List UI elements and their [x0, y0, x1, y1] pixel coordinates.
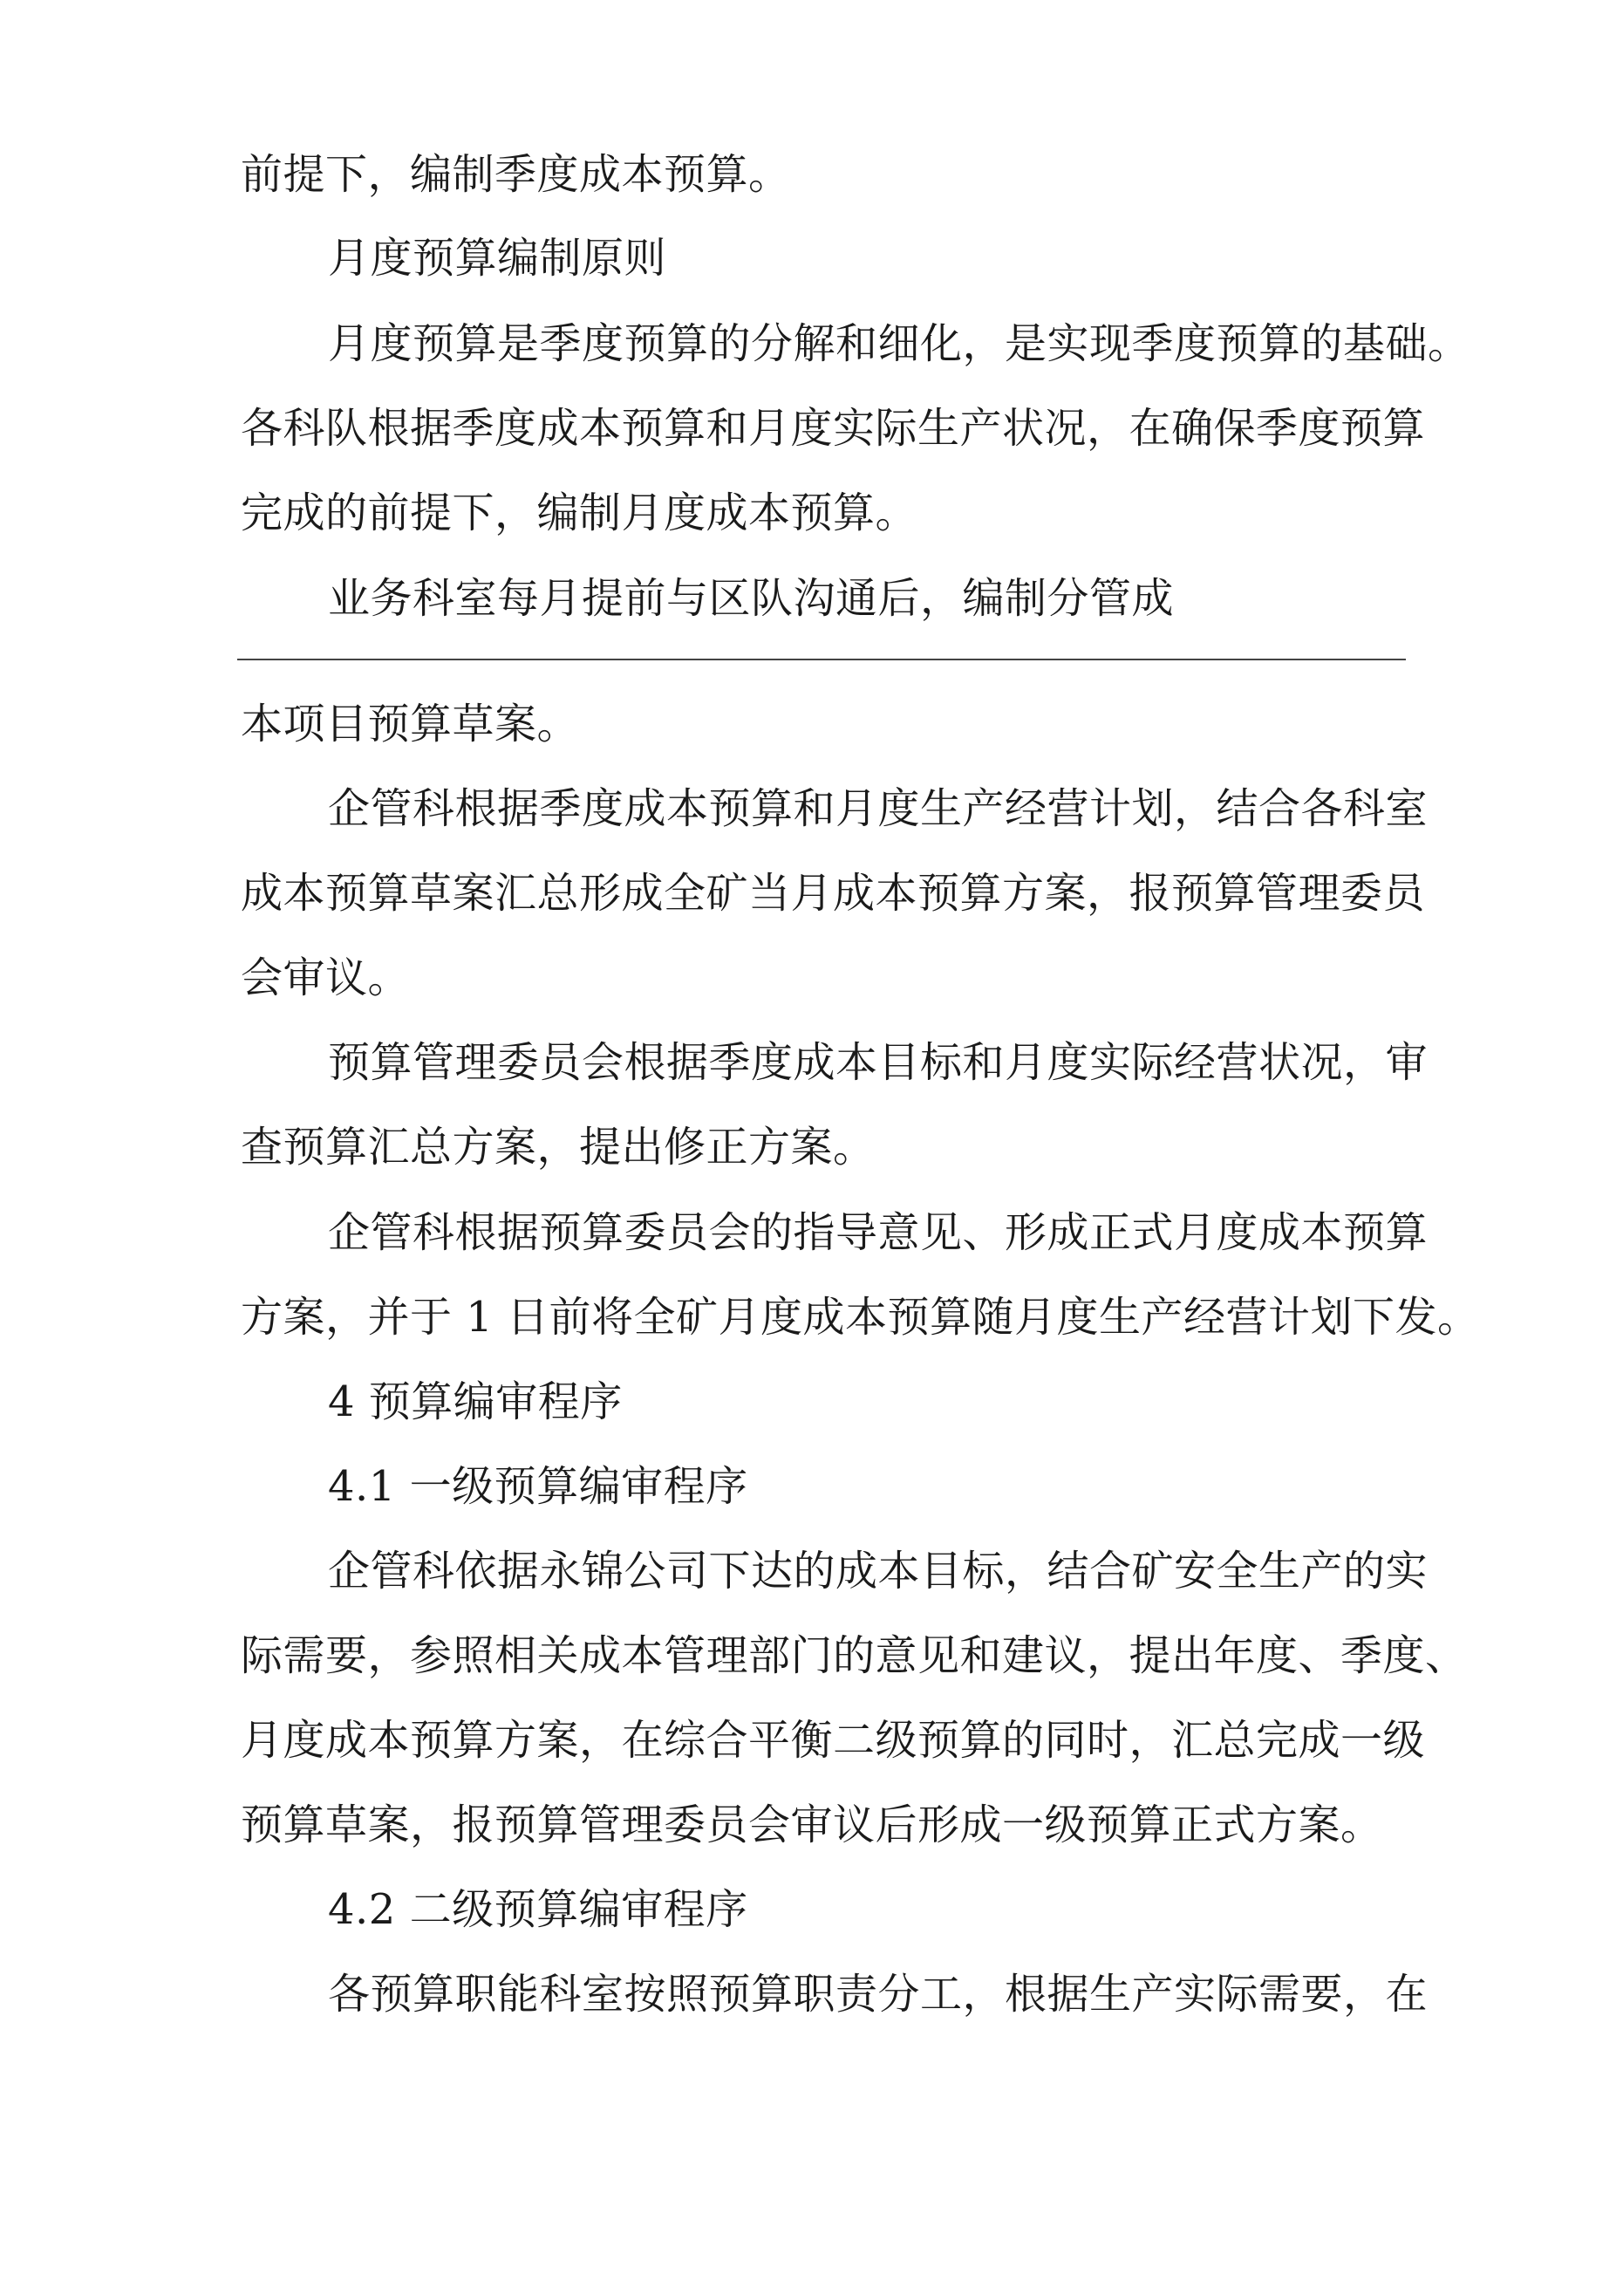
horizontal-divider — [237, 659, 1406, 660]
paragraph-line: 预算管理委员会根据季度成本目标和月度实际经营状况，审 — [328, 1038, 1429, 1087]
paragraph-line: 月度预算是季度预算的分解和细化，是实现季度预算的基础。 — [328, 319, 1470, 368]
paragraph-line: 企管科根据预算委员会的指导意见、形成正式月度成本预算 — [328, 1208, 1429, 1257]
section-heading: 4 预算编审程序 — [328, 1377, 623, 1426]
paragraph-line: 会审议。 — [241, 953, 411, 1002]
paragraph-line: 本项目预算草案。 — [241, 700, 580, 748]
paragraph-line: 完成的前提下，编制月度成本预算。 — [241, 489, 918, 537]
paragraph-line: 企管科根据季度成本预算和月度生产经营计划，结合各科室 — [328, 784, 1429, 833]
paragraph-line: 成本预算草案汇总形成全矿当月成本预算方案，报预算管理委员 — [241, 869, 1426, 918]
section-heading: 4.2 二级预算编审程序 — [328, 1885, 748, 1934]
paragraph-line: 际需要，参照相关成本管理部门的意见和建议，提出年度、季度、 — [241, 1631, 1468, 1680]
paragraph-line: 预算草案，报预算管理委员会审议后形成一级预算正式方案。 — [241, 1801, 1383, 1849]
paragraph-line: 企管科依据永锦公司下达的成本目标，结合矿安全生产的实 — [328, 1547, 1429, 1596]
paragraph-line: 月度成本预算方案，在综合平衡二级预算的同时，汇总完成一级 — [241, 1716, 1426, 1765]
paragraph-line: 方案，并于 1 日前将全矿月度成本预算随月度生产经营计划下发。 — [241, 1293, 1480, 1342]
section-heading: 月度预算编制原则 — [328, 234, 667, 283]
paragraph-line: 前提下，编制季度成本预算。 — [241, 150, 791, 199]
paragraph-line: 业务科室每月提前与区队沟通后，编制分管成 — [328, 574, 1175, 623]
paragraph-line: 各预算职能科室按照预算职责分工，根据生产实际需要，在 — [328, 1970, 1429, 2019]
paragraph-line: 查预算汇总方案，提出修正方案。 — [241, 1123, 876, 1172]
paragraph-line: 各科队根据季度成本预算和月度实际生产状况，在确保季度预算 — [241, 404, 1426, 453]
section-heading: 4.1 一级预算编审程序 — [328, 1462, 748, 1511]
